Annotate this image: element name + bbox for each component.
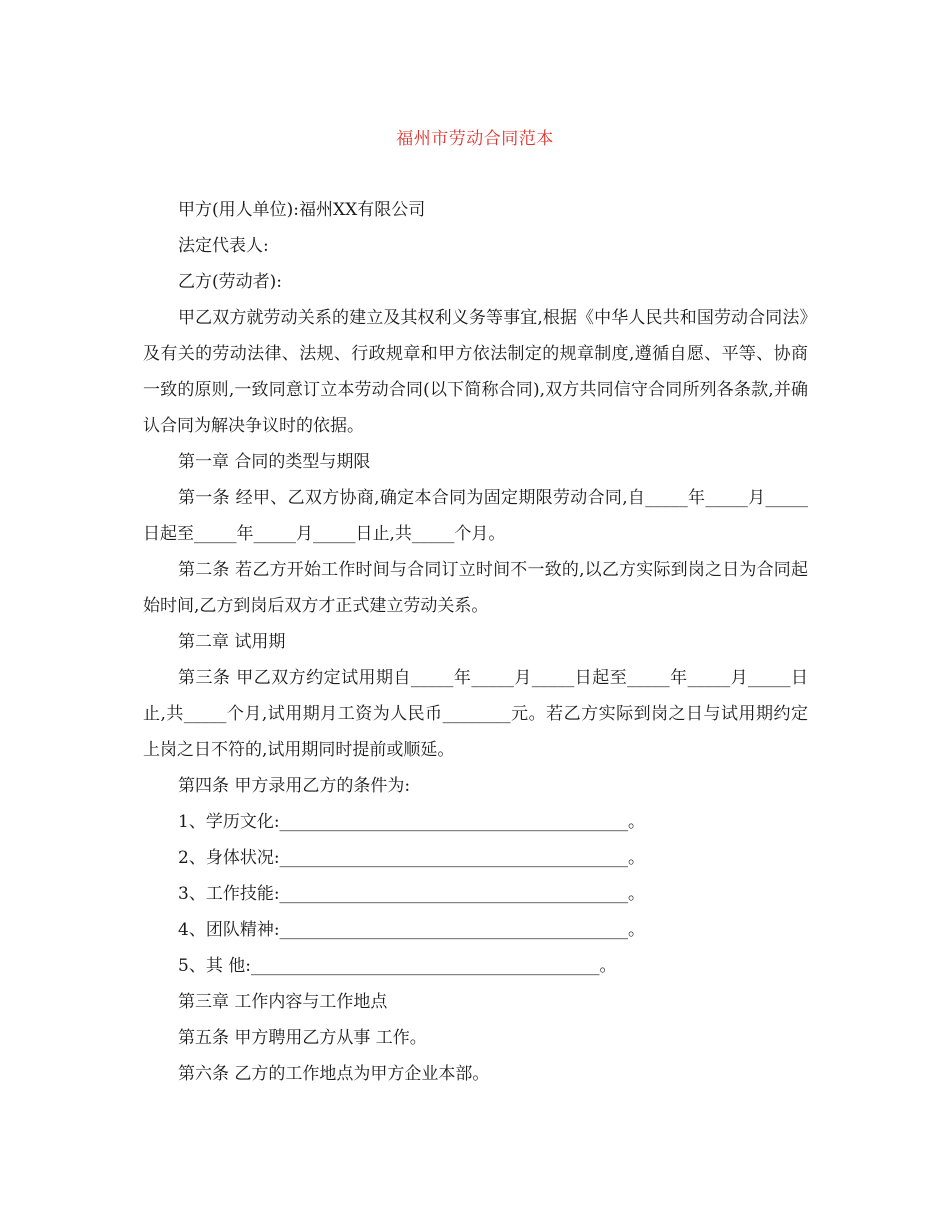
condition-education: 1、学历文化:_________________________________________。 [178, 812, 646, 832]
article-2: 第二条 若乙方开始工作时间与合同订立时间不一致的,以乙方实际到岗之日为合同起始时间,乙方到岗后双方才正式建立劳动关系。 [143, 560, 808, 616]
article-5: 第五条 甲方聘用乙方从事 工作。 [178, 1028, 427, 1048]
condition-other: 5、其 他:_________________________________________。 [178, 956, 617, 976]
document-body [143, 192, 808, 1092]
article-4: 第四条 甲方录用乙方的条件为: [178, 776, 411, 796]
condition-teamwork: 4、团队精神:_________________________________________。 [178, 920, 646, 940]
party-b-line: 乙方(劳动者): [178, 272, 282, 292]
article-6: 第六条 乙方的工作地点为甲方企业本部。 [178, 1064, 490, 1084]
condition-health: 2、身体状况:_________________________________________。 [178, 848, 646, 868]
document-title: 福州市劳动合同范本 [396, 129, 554, 149]
preamble-paragraph: 甲乙双方就劳动关系的建立及其权利义务等事宜,根据《中华人民共和国劳动合同法》及有关的劳动法律、法规、行政规章和甲方依法制定的规章制度,遵循自愿、平等、协商一致的原则,一致同意订立本劳动合同(以下简称合同),双方共同信守合同所列各条款,并确认合同为解决争议时的依据。 [143, 308, 808, 436]
article-1: 第一条 经甲、乙双方协商,确定本合同为固定期限劳动合同,自_____年_____月_____日起至_____年_____月_____日止,共_____个月。 [143, 488, 808, 544]
chapter-3-heading: 第三章 工作内容与工作地点 [178, 992, 388, 1012]
condition-skills: 3、工作技能:_________________________________________。 [178, 884, 646, 904]
legal-representative-line: 法定代表人: [178, 236, 269, 256]
chapter-1-heading: 第一章 合同的类型与期限 [178, 452, 371, 472]
party-a-line: 甲方(用人单位):福州XX有限公司 [178, 200, 426, 220]
article-3: 第三条 甲乙双方约定试用期自_____年_____月_____日起至_____年_____月_____日止,共_____个月,试用期月工资为人民币________元。若乙方实际到岗之日与试用期约定上岗之日不符的,试用期同时提前或顺延。 [143, 668, 808, 760]
chapter-2-heading: 第二章 试用期 [178, 632, 286, 652]
